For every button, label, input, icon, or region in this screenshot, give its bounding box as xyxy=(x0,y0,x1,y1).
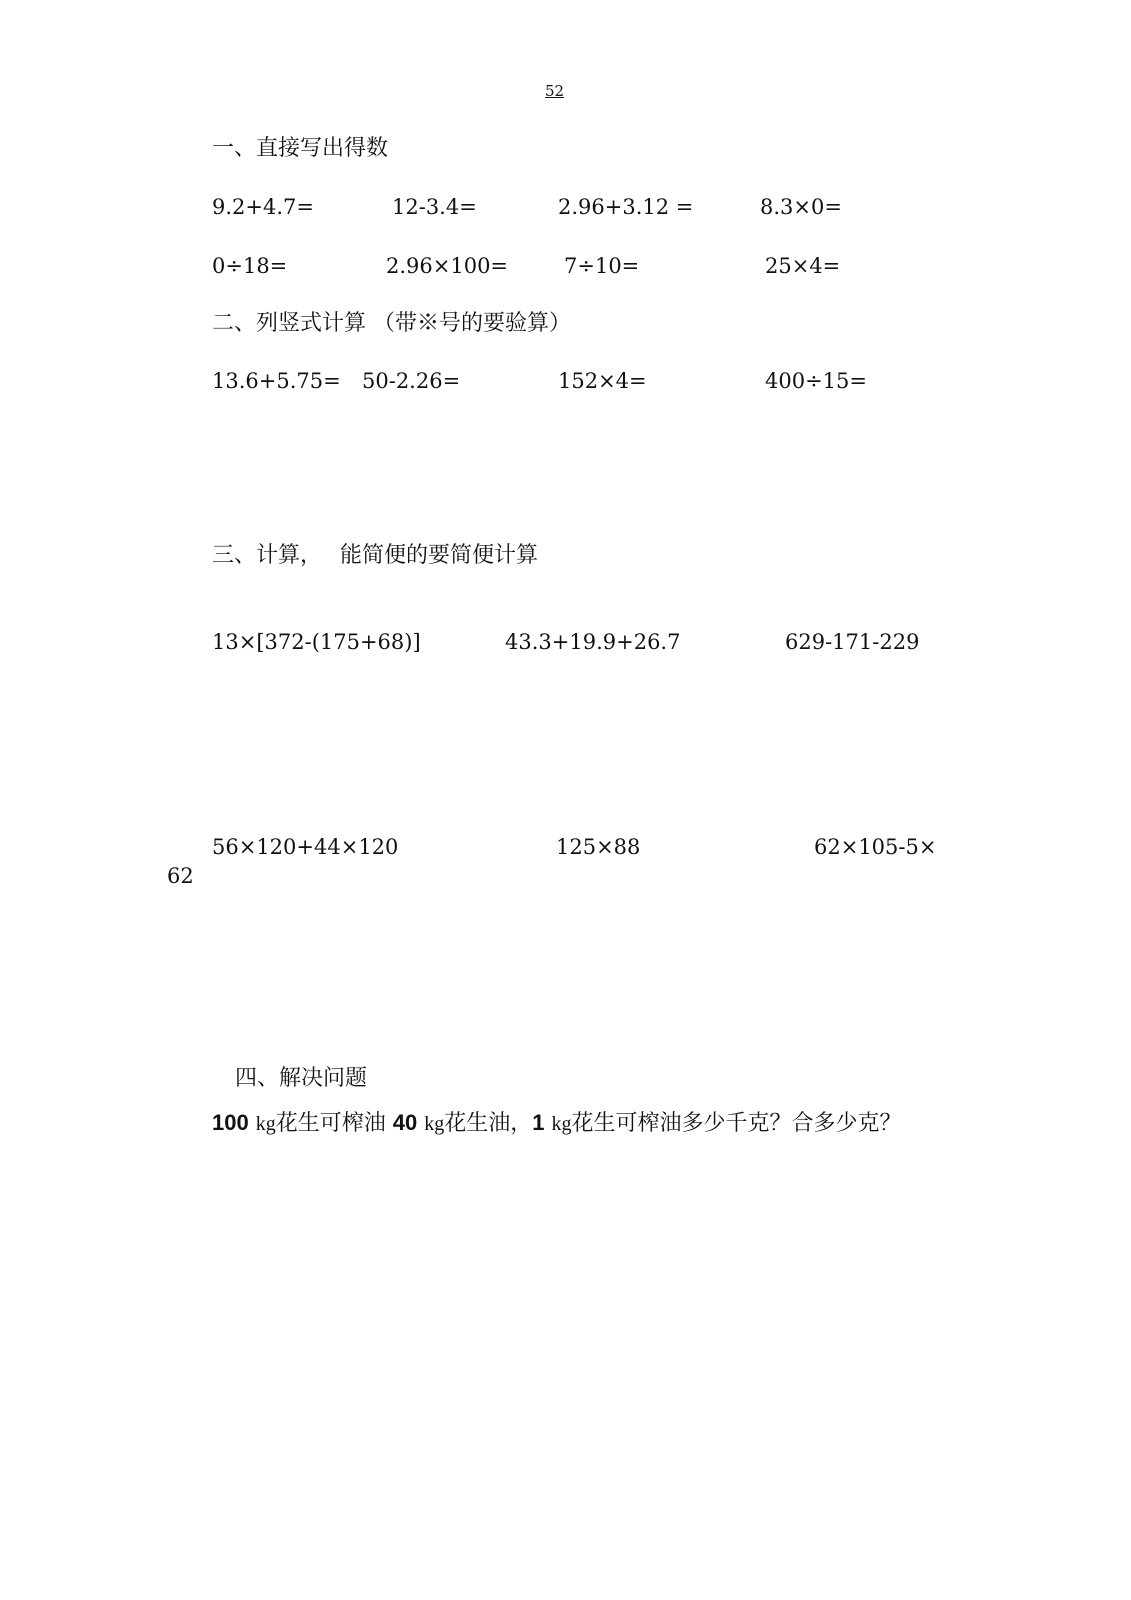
s1-row2-item1: 0÷18= xyxy=(212,254,288,278)
s1-row2-item3: 7÷10= xyxy=(564,254,640,278)
s2-row1-item2: 50-2.26= xyxy=(362,369,461,393)
s2-row1-item1: 13.6+5.75= xyxy=(212,369,341,393)
section1-heading: 一、直接写出得数 xyxy=(212,136,389,161)
s2-row1-item4: 400÷15= xyxy=(765,369,867,393)
word-problem xyxy=(212,1112,902,1135)
section2-heading: 二、列竖式计算 （带※号的要验算） xyxy=(212,311,571,336)
s3-row1-item1: 13×[372-(175+68)] xyxy=(212,630,421,654)
problem-text: 花生可榨油多少千克？合多少克？ xyxy=(571,1111,902,1136)
section3-heading: 三、计算， 能简便的要简便计算 xyxy=(212,543,538,568)
s1-row2-item2: 2.96×100= xyxy=(386,254,509,278)
s3-row2-item3: 62×105-5× xyxy=(814,835,937,859)
s1-row1-item2: 12-3.4= xyxy=(392,195,477,219)
problem-unit: kg xyxy=(424,1113,445,1135)
s1-row1-item4: 8.3×0= xyxy=(760,195,842,219)
problem-text: 花生油， xyxy=(444,1111,533,1136)
section4-heading: 四、解决问题 xyxy=(235,1066,368,1091)
problem-unit: kg xyxy=(255,1113,276,1135)
s2-row1-item3: 152×4= xyxy=(558,369,647,393)
page-number: 52 xyxy=(545,82,565,100)
s1-row1-item3: 2.96+3.12 = xyxy=(558,195,694,219)
problem-number: 40 xyxy=(392,1110,418,1135)
s1-row1-item1: 9.2+4.7= xyxy=(212,195,314,219)
s3-row2-item1: 56×120+44×120 xyxy=(212,835,399,859)
s3-row1-item3: 629-171-229 xyxy=(785,630,920,654)
problem-unit: kg xyxy=(551,1113,572,1135)
problem-number: 1 xyxy=(532,1110,545,1135)
problem-number: 100 xyxy=(212,1110,249,1135)
s3-row2-item2: 125×88 xyxy=(556,835,641,859)
problem-text: 花生可榨油 xyxy=(275,1111,386,1136)
s3-row1-item2: 43.3+19.9+26.7 xyxy=(505,630,681,654)
s3-row2-wrap: 62 xyxy=(167,864,194,888)
s1-row2-item4: 25×4= xyxy=(765,254,841,278)
